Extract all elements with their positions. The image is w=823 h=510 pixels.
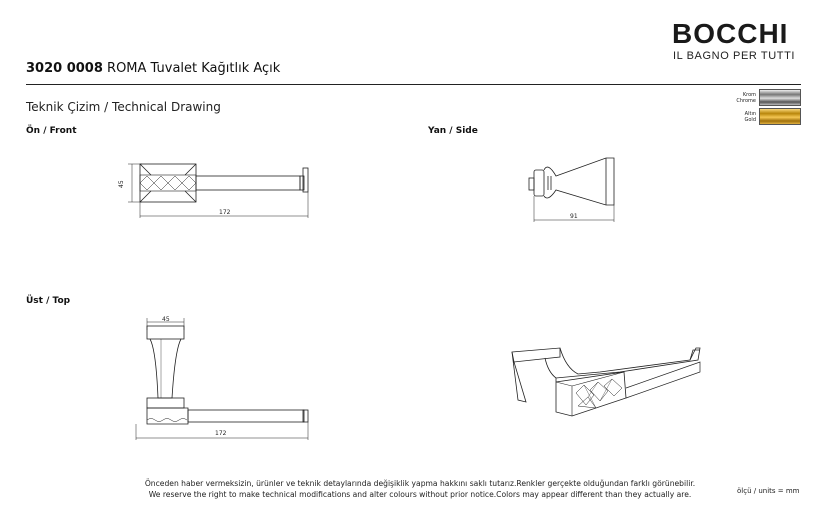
side-view-label: Yan / Side [428, 126, 478, 136]
units-note: ölçü / units = mm [737, 487, 800, 495]
front-view-drawing [118, 164, 308, 218]
product-code: 3020 0008 [26, 61, 103, 76]
disclaimer-turkish: Önceden haber vermeksizin, ürünler ve teknik detaylarında değişiklik yapma hakkını saklı tutarız.Renkler gerçekte olduğundan farklı görünebilir. [144, 479, 696, 488]
finish-label-tr: Altın [744, 110, 756, 117]
side-view-drawing [529, 158, 614, 222]
drawing-subtitle: Teknik Çizim / Technical Drawing [26, 100, 221, 114]
product-name: ROMA Tuvalet Kağıtlık Açık [107, 61, 281, 76]
brand-tagline: IL BAGNO PER TUTTI [673, 50, 796, 62]
side-width-dimension: 91 [570, 213, 578, 220]
finish-label-en: Gold [744, 116, 756, 123]
finish-label-en: Chrome [736, 97, 756, 104]
perspective-view-drawing [512, 348, 700, 416]
front-width-dimension: 172 [219, 209, 231, 216]
top-view-label: Üst / Top [26, 296, 71, 306]
finish-label-tr: Krom [742, 91, 756, 98]
front-height-dimension: 45 [118, 180, 125, 188]
top-depth-dimension: 45 [162, 316, 170, 323]
front-view-label: Ön / Front [26, 126, 77, 136]
disclaimer-english: We reserve the right to make technical modifications and alter colours without prior notice.Colors may appear different than they actually are. [148, 490, 692, 499]
brand-logo: BOCCHI [672, 18, 789, 49]
top-width-dimension: 172 [215, 430, 227, 437]
footer-disclaimer [60, 478, 780, 500]
top-view-drawing [136, 316, 308, 440]
